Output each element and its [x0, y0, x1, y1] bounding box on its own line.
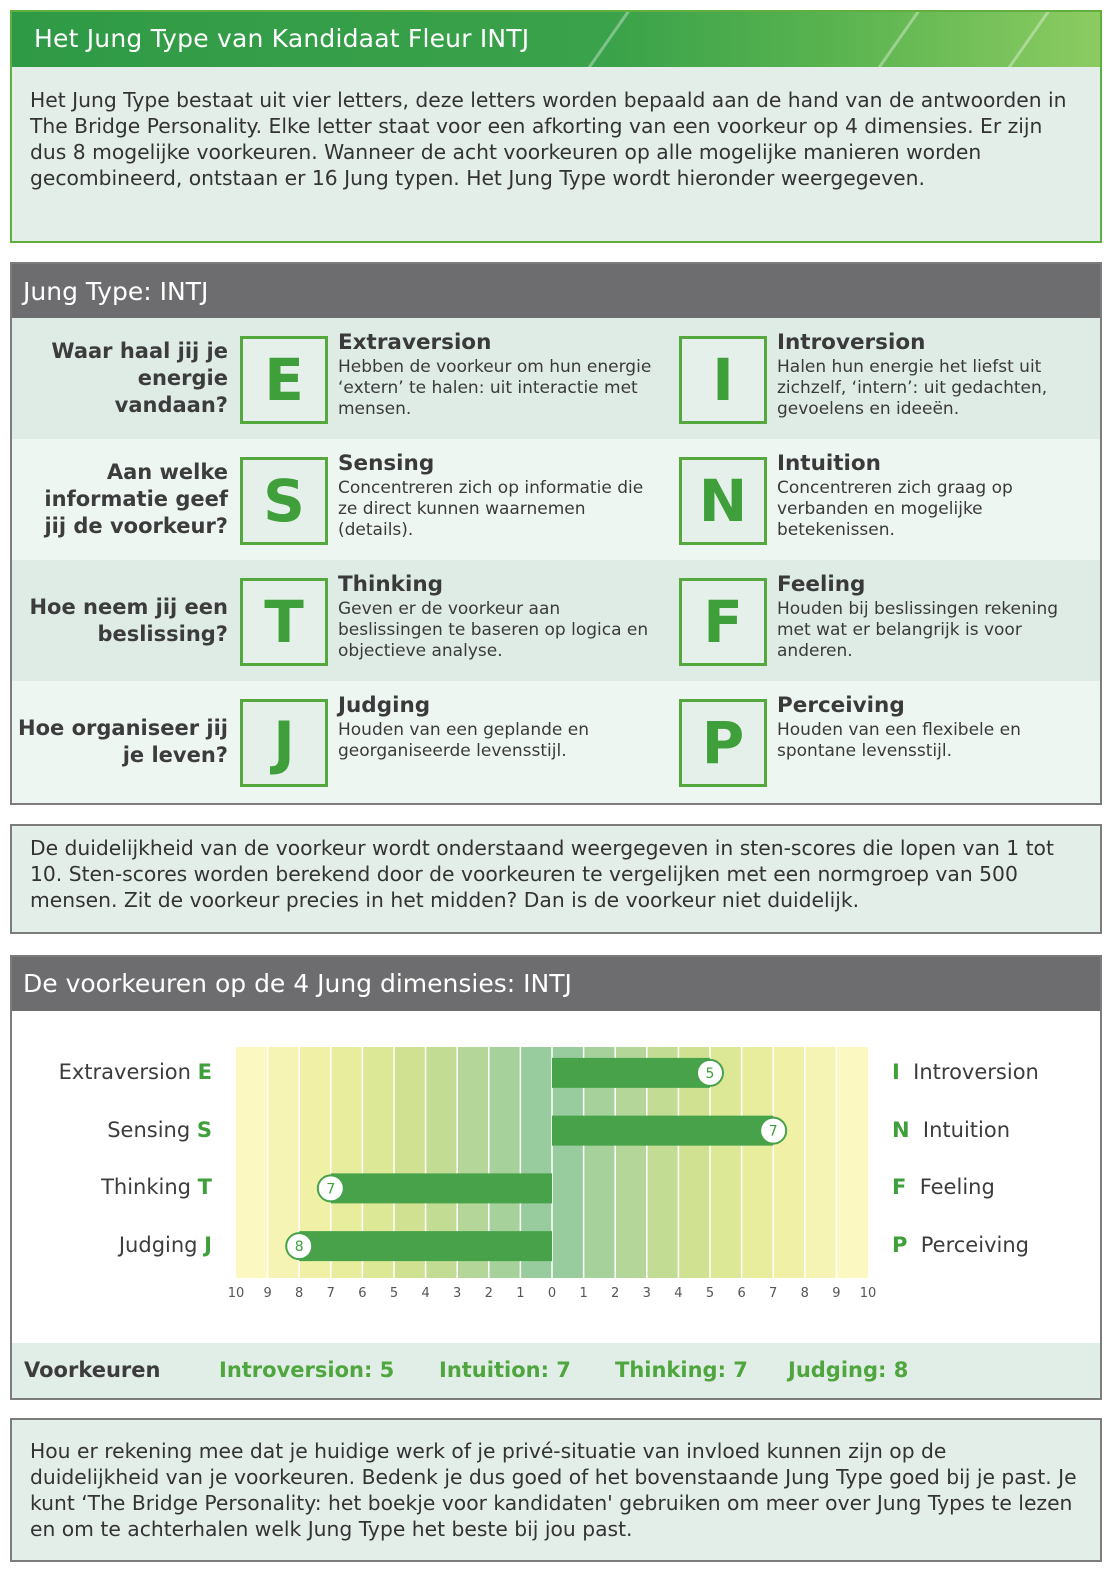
- preference-description: Houden van een geplande en georganiseerde levensstijl.: [338, 720, 589, 761]
- chart-row-right-name: Introversion: [899, 1059, 1039, 1084]
- preference-letter: J: [240, 699, 328, 787]
- page-title: Het Jung Type van Kandidaat Fleur INTJ: [34, 24, 530, 53]
- preference-description: Concentreren zich op informatie die ze direct kunnen waarnemen (details).: [338, 478, 644, 540]
- preference-name: Sensing: [338, 451, 435, 476]
- preference-description: Houden van een flexibele en spontane levensstijl.: [777, 720, 1021, 761]
- chart-band: [805, 1047, 837, 1278]
- preference-name: Introversion: [777, 330, 926, 355]
- chart-row-right-label: [892, 1118, 1010, 1142]
- chart-band: [773, 1047, 805, 1278]
- header-decoration: [996, 12, 1050, 67]
- preference-letter: E: [240, 336, 328, 424]
- preferences-summary: [12, 1343, 1100, 1398]
- dimension-row: [12, 681, 1100, 802]
- preference-description: Hebben de voorkeur om hun energie ‘extern’ te halen: uit interactie met mensen.: [338, 357, 652, 419]
- chart-row-left-letter: J: [204, 1233, 212, 1258]
- chart-row-left-letter: S: [196, 1117, 212, 1142]
- preference-block: [338, 572, 658, 662]
- chart-data-label: 7: [326, 1181, 336, 1198]
- chart-data-label: 8: [294, 1239, 304, 1256]
- preference-block: [338, 451, 658, 541]
- intro-section: [10, 10, 1102, 243]
- chart-tick-label: 4: [421, 1286, 430, 1301]
- preferences-title: De voorkeuren op de 4 Jung dimensies: INTJ: [12, 957, 1100, 1011]
- dimension-question: Waar haal jij je energie vandaan?: [51, 339, 228, 417]
- chart-tick-label: 9: [263, 1286, 272, 1301]
- chart-row-left-name: Sensing: [107, 1117, 197, 1142]
- preference-name: Intuition: [777, 451, 881, 476]
- header-decoration: [866, 12, 920, 67]
- preference-letter: S: [240, 457, 328, 545]
- dimension-question: Hoe neem jij een beslissing?: [29, 594, 228, 646]
- preference-letter: F: [679, 578, 767, 666]
- chart-tick-label: 5: [705, 1286, 715, 1301]
- chart-tick-label: 4: [674, 1286, 683, 1301]
- preference-description: Houden bij beslissingen rekening met wat er belangrijk is voor anderen.: [777, 599, 1059, 661]
- preference-block: [777, 451, 1097, 541]
- chart-row-right-label: [892, 1233, 1029, 1257]
- dimension-question: Aan welke informatie geef jij de voorkeur?: [44, 460, 228, 538]
- chart-tick-label: 1: [516, 1286, 525, 1301]
- preferences-chart: [12, 1011, 1100, 1343]
- chart-bar: [552, 1116, 773, 1146]
- closing-text: Hou er rekening mee dat je huidige werk of je privé-situatie van invloed kunnen zijn op de duidelijkheid van je voorkeuren. Bedenk je dus goed of het bovenstaande Jung Type goed bij je past. Je kunt ‘The Bridge Personality: het boekje voor kandidaten' gebruiken om meer over Jung Types te lezen en om te achterhalen welk Jung Type het beste bij jou past.: [30, 1439, 1077, 1541]
- preference-block: [777, 572, 1097, 662]
- dimension-row: [12, 439, 1100, 560]
- chart-row-left-label: [22, 1175, 212, 1199]
- jung-type-title: Jung Type: INTJ: [12, 264, 1100, 318]
- sten-info-text: De duidelijkheid van de voorkeur wordt onderstaand weergegeven in sten-scores die lopen van 1 tot 10. Sten-scores worden berekend door de voorkeuren te vergelijken met een normgroep van 500 mensen. Zit de voorkeur precies in het midden? Dan is de voorkeur niet duidelijk.: [30, 836, 1054, 912]
- chart-data-label: 7: [768, 1123, 778, 1140]
- intro-text: Het Jung Type bestaat uit vier letters, deze letters worden bepaald aan de hand van de antwoorden in The Bridge Personality. Elke letter staat voor een afkorting van een voorkeur op 4 dimensies. Er zijn dus 8 mogelijke voorkeuren. Wanneer de acht voorkeuren op alle mogelijke manieren worden gecombineerd, ontstaan er 16 Jung typen. Het Jung Type wordt hieronder weergegeven.: [30, 88, 1067, 190]
- chart-tick-label: 3: [453, 1286, 462, 1301]
- preference-name: Feeling: [777, 572, 866, 597]
- chart-band: [742, 1047, 774, 1278]
- summary-item: Thinking: 7: [615, 1358, 748, 1382]
- preference-letter: I: [679, 336, 767, 424]
- summary-item: Introversion: 5: [219, 1358, 395, 1382]
- chart-tick-label: 3: [642, 1286, 651, 1301]
- chart-tick-label: 5: [389, 1286, 399, 1301]
- preference-block: [777, 693, 1097, 762]
- chart-row-left-letter: T: [197, 1175, 212, 1200]
- chart-row-right-letter: I: [892, 1059, 900, 1084]
- chart-tick-label: 2: [611, 1286, 620, 1301]
- chart-row-right-label: [892, 1060, 1039, 1084]
- preference-letter: N: [679, 457, 767, 545]
- dimension-row: [12, 318, 1100, 439]
- chart-row-left-name: Thinking: [101, 1175, 198, 1200]
- chart-row-left-name: Judging: [118, 1233, 205, 1258]
- preference-name: Thinking: [338, 572, 444, 597]
- intro-header: [12, 12, 1100, 67]
- chart-tick-label: 2: [484, 1286, 493, 1301]
- preference-letter: P: [679, 699, 767, 787]
- chart-tick-label: 7: [326, 1286, 335, 1301]
- dimension-row: [12, 560, 1100, 681]
- chart-data-label: 5: [705, 1065, 715, 1082]
- preference-description: Geven er de voorkeur aan beslissingen te baseren op logica en objectieve analyse.: [338, 599, 649, 661]
- chart-row-left-label: [22, 1233, 212, 1257]
- summary-item: Intuition: 7: [439, 1358, 571, 1382]
- chart-row-right-name: Feeling: [906, 1175, 995, 1200]
- chart-tick-label: 0: [547, 1286, 557, 1301]
- chart-row-right-label: [892, 1175, 995, 1199]
- sten-info-section: [10, 824, 1102, 934]
- preference-description: Concentreren zich graag op verbanden en mogelijke betekenissen.: [777, 478, 1013, 540]
- chart-row-right-name: Intuition: [909, 1117, 1011, 1142]
- preference-name: Perceiving: [777, 693, 905, 718]
- jung-type-section: [10, 262, 1102, 805]
- preference-name: Judging: [338, 693, 431, 718]
- preference-block: [338, 693, 658, 762]
- preference-block: [338, 330, 658, 420]
- chart-tick-label: 6: [358, 1286, 367, 1301]
- closing-section: [10, 1418, 1102, 1562]
- chart-row-left-letter: E: [197, 1059, 212, 1084]
- header-decoration: [576, 12, 630, 67]
- preference-description: Halen hun energie het liefst uit zichzelf, ‘intern’: uit gedachten, gevoelens en ideeën.: [777, 357, 1048, 419]
- chart-row-left-name: Extraversion: [58, 1059, 198, 1084]
- chart-row-left-label: [22, 1060, 212, 1084]
- summary-label: Voorkeuren: [24, 1358, 161, 1382]
- chart-band: [836, 1047, 868, 1278]
- preferences-section: [10, 955, 1102, 1400]
- summary-item: Judging: 8: [788, 1358, 909, 1382]
- chart-row-right-name: Perceiving: [907, 1233, 1029, 1258]
- chart-row-right-letter: P: [892, 1233, 908, 1258]
- chart-bar: [552, 1058, 710, 1088]
- chart-bar: [299, 1231, 552, 1261]
- chart-tick-label: 10: [859, 1286, 877, 1301]
- chart-tick-label: 7: [769, 1286, 778, 1301]
- preference-block: [777, 330, 1097, 420]
- chart-row-left-label: [22, 1118, 212, 1142]
- chart-row-right-letter: N: [892, 1117, 910, 1142]
- chart-row-right-letter: F: [892, 1175, 907, 1200]
- chart-band: [236, 1047, 268, 1278]
- chart-tick-label: 8: [295, 1286, 304, 1301]
- chart-tick-label: 1: [579, 1286, 588, 1301]
- chart-bar: [331, 1173, 552, 1203]
- chart-tick-label: 6: [737, 1286, 746, 1301]
- preference-letter: T: [240, 578, 328, 666]
- chart-tick-label: 10: [227, 1286, 245, 1301]
- chart-tick-label: 9: [832, 1286, 841, 1301]
- dimension-question: Hoe organiseer jij je leven?: [18, 715, 228, 767]
- chart-tick-label: 8: [800, 1286, 809, 1301]
- preference-name: Extraversion: [338, 330, 492, 355]
